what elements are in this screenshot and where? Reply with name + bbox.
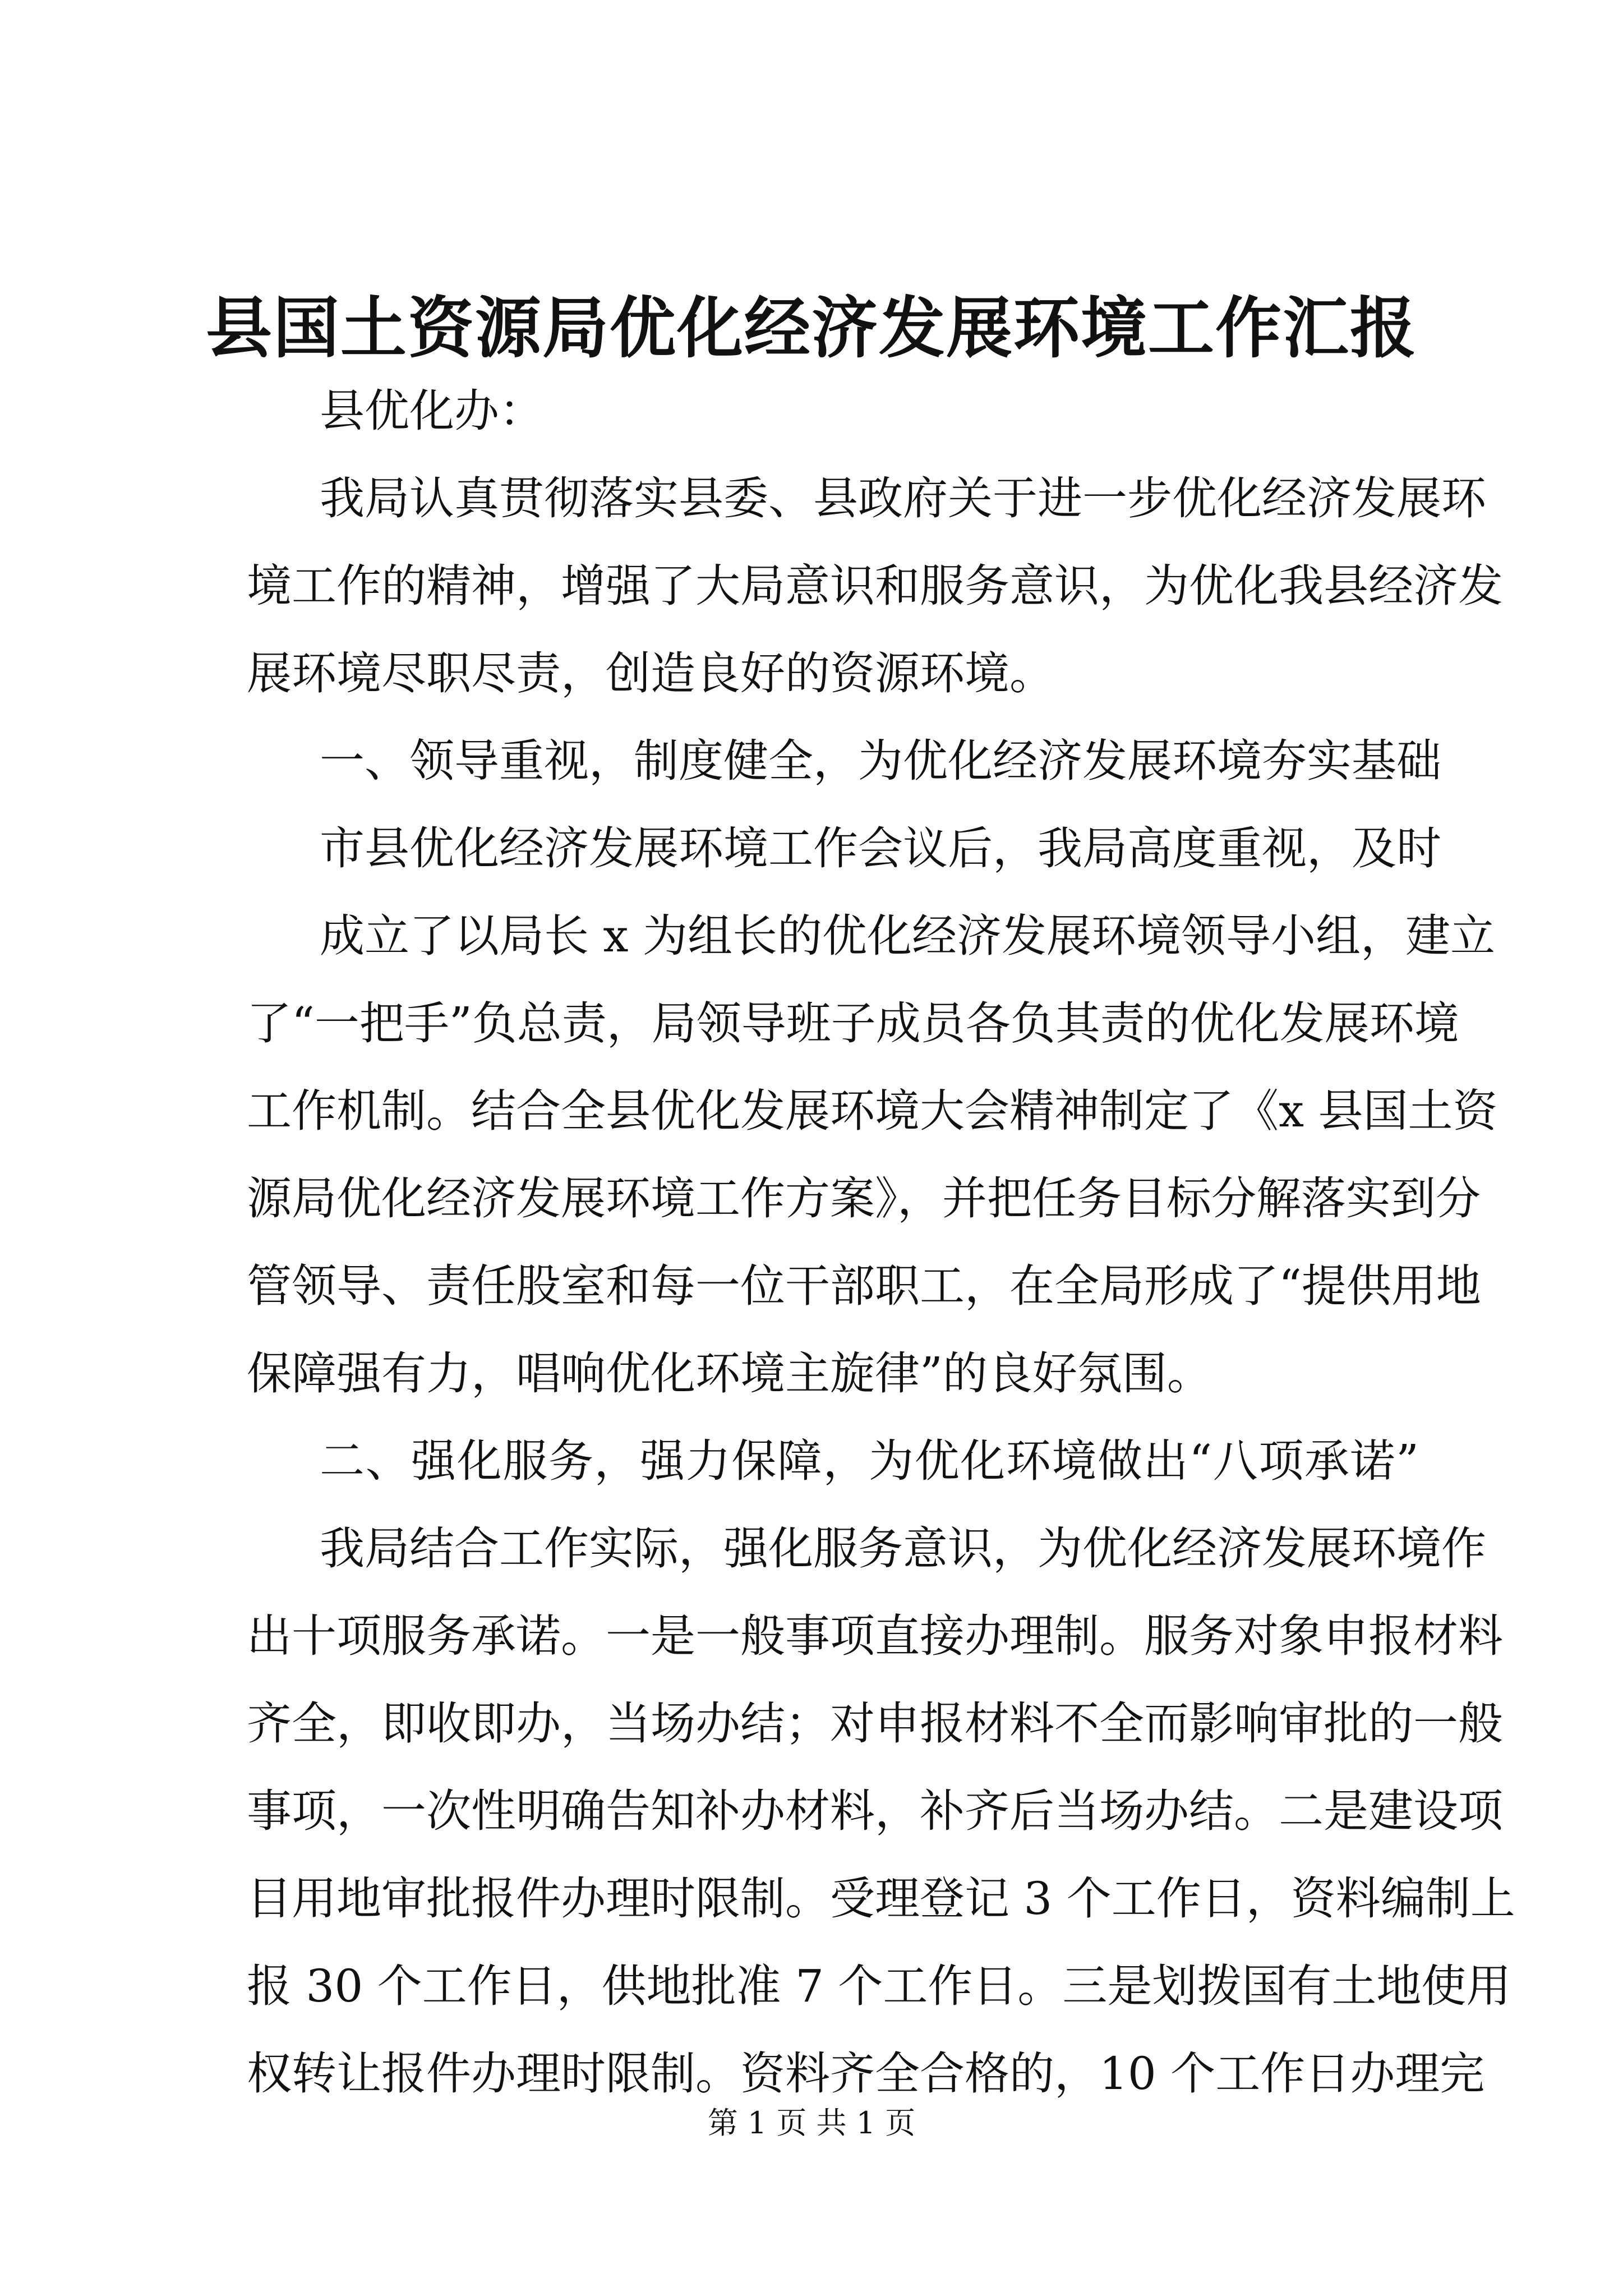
body-line: 展环境尽职尽责，创造良好的资源环境。 [247, 647, 1054, 700]
body-line: 管领导、责任股室和每一位干部职工，在全局形成了“提供用地 [247, 1260, 1481, 1312]
page-footer: 第 1 页 共 1 页 [707, 2105, 916, 2141]
body-line: 齐全，即收即办，当场办结；对申报材料不全而影响审批的一般 [247, 1697, 1503, 1750]
body-line: 工作机制。结合全县优化发展环境大会精神制定了《x 县国土资 [247, 1085, 1498, 1137]
body-line: 报 30 个工作日，供地批准 7 个工作日。三是划拨国有土地使用 [247, 1960, 1511, 2012]
body-line: 我局认真贯彻落实县委、县政府关于进一步优化经济发展环 [320, 472, 1486, 524]
body-line: 二、强化服务，强力保障，为优化环境做出“八项承诺” [320, 1435, 1419, 1487]
body-line: 权转让报件办理时限制。资料齐全合格的，10 个工作日办理完 [247, 2047, 1485, 2100]
document-body [247, 367, 1515, 2118]
body-line: 境工作的精神，增强了大局意识和服务意识，为优化我县经济发 [247, 560, 1503, 612]
body-line: 出十项服务承诺。一是一般事项直接办理制。服务对象申报材料 [247, 1610, 1503, 1662]
body-line: 保障强有力，唱响优化环境主旋律”的良好氛围。 [247, 1347, 1212, 1400]
document-title: 县国土资源局优化经济发展环境工作汇报 [205, 289, 1417, 367]
body-line: 市县优化经济发展环境工作会议后，我局高度重视，及时 [320, 822, 1441, 875]
body-line: 我局结合工作实际，强化服务意识，为优化经济发展环境作 [320, 1522, 1486, 1575]
body-line: 事项，一次性明确告知补办材料，补齐后当场办结。二是建设项 [247, 1785, 1503, 1837]
body-line: 县优化办： [320, 385, 544, 437]
body-line: 成立了以局长 x 为组长的优化经济发展环境领导小组，建立 [320, 910, 1495, 962]
body-line: 了“一把手”负总责，局领导班子成员各负其责的优化发展环境 [247, 997, 1459, 1050]
body-line: 一、领导重视，制度健全，为优化经济发展环境夯实基础 [320, 735, 1441, 787]
body-line: 源局优化经济发展环境工作方案》，并把任务目标分解落实到分 [247, 1172, 1481, 1225]
body-line: 目用地审批报件办理时限制。受理登记 3 个工作日，资料编制上 [247, 1872, 1515, 1925]
